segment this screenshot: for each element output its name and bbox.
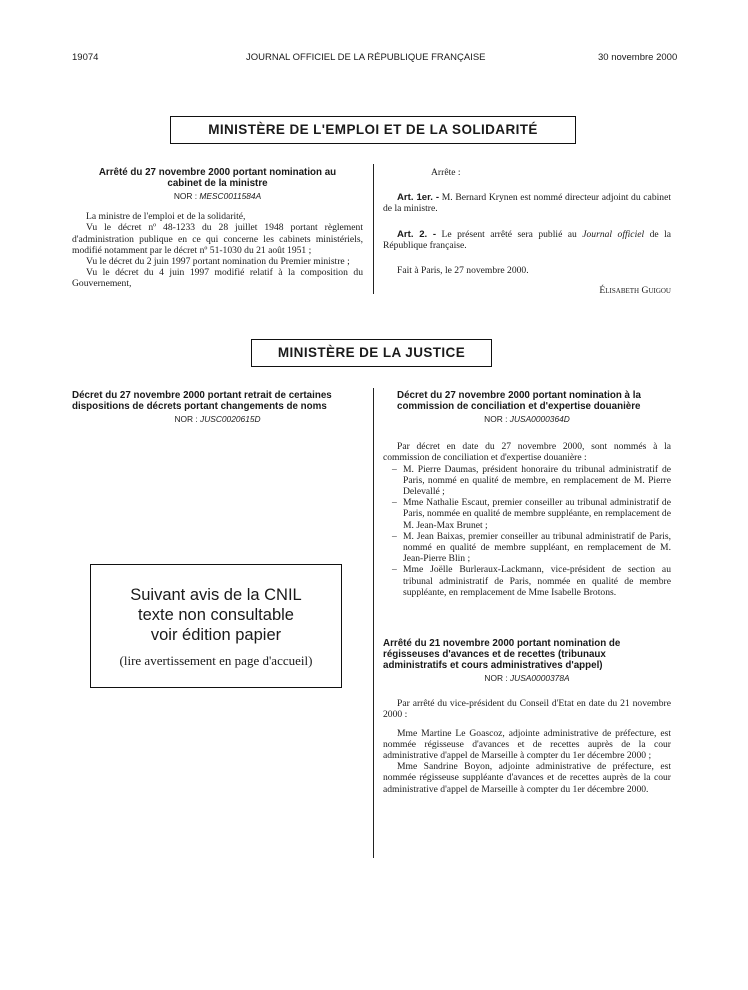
signature: Élisabeth Guigou bbox=[599, 285, 671, 297]
arrete-cabinet-column bbox=[72, 167, 363, 290]
nor-reference bbox=[383, 673, 671, 684]
justice-right-column bbox=[383, 390, 671, 795]
decret-noms-column bbox=[72, 390, 363, 425]
nor-code: MESC0011584A bbox=[199, 191, 262, 201]
ministry-heading-emploi: MINISTÈRE DE L'EMPLOI ET DE LA SOLIDARITÉ bbox=[170, 116, 576, 144]
column-divider bbox=[373, 388, 374, 858]
decree-intro: Par décret en date du 27 novembre 2000, sont nommés à la commission de conciliation et d'expertise douanière : bbox=[383, 441, 671, 464]
article-1 bbox=[383, 192, 671, 214]
article-2-text-end: de la République française. bbox=[383, 228, 672, 251]
cnil-line: texte non consultable bbox=[138, 606, 294, 624]
decret-noms-title: Décret du 27 novembre 2000 portant retrait de certaines dispositions de décrets portant changements de noms bbox=[72, 390, 332, 412]
appointee-list bbox=[383, 464, 671, 598]
article-2 bbox=[383, 229, 671, 251]
nor-reference bbox=[72, 191, 363, 202]
decret-commission-title: Décret du 27 novembre 2000 portant nomination à la commission de conciliation et d'expertise douanière bbox=[397, 390, 641, 412]
nor-label: NOR : bbox=[174, 414, 198, 424]
article-2-text: Le présent arrêté sera publié au bbox=[441, 228, 577, 240]
nor-reference bbox=[72, 414, 363, 425]
paragraph: Mme Sandrine Boyon, adjointe administrative de préfecture, est nommée régisseuse suppléante d'avances et de recettes auprès de la cour administrative d'appel de Marseille à compter du 1er décembre 2000. bbox=[383, 761, 671, 795]
ministry-heading-justice: MINISTÈRE DE LA JUSTICE bbox=[251, 339, 492, 367]
cnil-line: voir édition papier bbox=[150, 626, 282, 644]
cnil-line: Suivant avis de la CNIL bbox=[130, 586, 302, 604]
paragraph: Mme Martine Le Goascoz, adjointe administrative de préfecture, est nommée régisseuse d'avances et de recettes auprès de la cour administrative d'appel de Marseille à compter du 1er décembre 2000 ; bbox=[383, 727, 671, 762]
arrete-articles-column bbox=[383, 167, 671, 296]
nor-code: JUSA0000364D bbox=[509, 414, 570, 424]
paragraph: Vu le décret du 2 juin 1997 portant nomination du Premier ministre ; bbox=[86, 256, 350, 268]
journal-italic: Journal officiel bbox=[582, 228, 645, 240]
list-item: – Mme Joëlle Burleraux-Lackmann, vice-président de section au tribunal administratif de Paris, nommée en qualité de membre suppléante, en remplacement de Mme Isabelle Brotons. bbox=[383, 564, 671, 598]
arrete-cabinet-title: Arrêté du 27 novembre 2000 portant nomination au cabinet de la ministre bbox=[98, 167, 337, 189]
nor-label: NOR : bbox=[173, 191, 198, 201]
column-divider bbox=[373, 164, 374, 294]
nor-label: NOR : bbox=[484, 414, 508, 424]
list-item: – Mme Nathalie Escaut, premier conseiller au tribunal administratif de Paris, nommée en qualité de membre suppléante, en remplacement de M. Jean-Max Brunet ; bbox=[383, 497, 671, 531]
nor-code: JUSC0020615D bbox=[200, 414, 261, 424]
list-item: – M. Pierre Daumas, président honoraire du tribunal administratif de Paris, nommé en qualité de membre, en remplacement de M. Pierre Delevallé ; bbox=[383, 464, 671, 498]
cnil-notice-box bbox=[90, 564, 342, 688]
list-item: – M. Jean Baixas, premier conseiller au tribunal administratif de Paris, nommé en qualité de membre suppléant, en remplacement de M. Jean-Pierre Blin ; bbox=[383, 531, 671, 565]
arrete-regisseuses-title: Arrêté du 21 novembre 2000 portant nomination de régisseuses d'avances et de recettes (tribunaux administratifs et cours administratives d'appel) bbox=[383, 638, 621, 672]
arrete-label: Arrête : bbox=[431, 167, 461, 178]
paragraph: Par arrêté du vice-président du Conseil d'Etat en date du 21 novembre 2000 : bbox=[383, 698, 671, 721]
paragraph: La ministre de l'emploi et de la solidarité, bbox=[86, 211, 246, 223]
journal-title: JOURNAL OFFICIEL DE LA RÉPUBLIQUE FRANÇAISE bbox=[246, 52, 486, 63]
nor-label: NOR : bbox=[484, 673, 508, 684]
nor-code: JUSA0000378A bbox=[509, 673, 570, 684]
paragraph: Vu le décret du 4 juin 1997 modifié relatif à la composition du Gouvernement, bbox=[72, 267, 363, 290]
article-2-label: Art. 2. - bbox=[397, 228, 437, 240]
article-1-text: M. Bernard Krynen est nommé directeur adjoint du cabinet de la ministre. bbox=[383, 192, 671, 215]
page-number: 19074 bbox=[72, 52, 99, 63]
nor-reference bbox=[383, 414, 671, 425]
article-1-label: Art. 1er. - bbox=[397, 192, 440, 204]
done-at: Fait à Paris, le 27 novembre 2000. bbox=[397, 265, 529, 277]
issue-date: 30 novembre 2000 bbox=[598, 52, 678, 63]
paragraph: Vu le décret nº 48-1233 du 28 juillet 1948 portant règlement d'administration publique en ce qui concerne les cabinets ministériels, modifié notamment par le décret nº 51-1030 du 21 août 1951 ; bbox=[72, 222, 363, 256]
cnil-note: (lire avertissement en page d'accueil) bbox=[119, 653, 313, 668]
